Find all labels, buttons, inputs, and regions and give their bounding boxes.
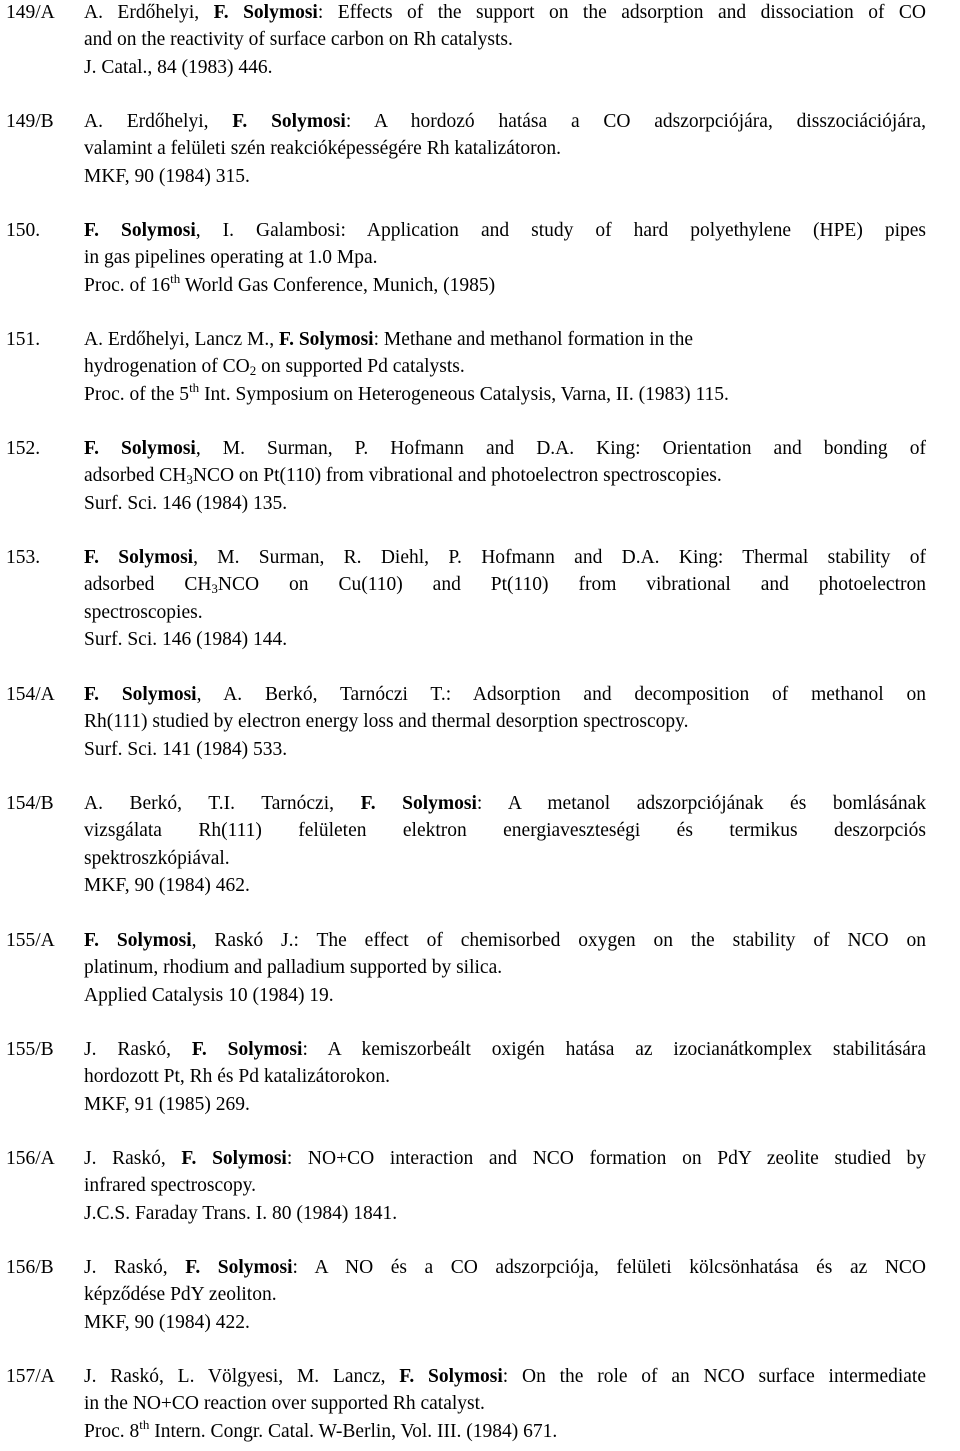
entry-text: infrared spectroscopy. xyxy=(84,1175,256,1197)
entry-text: Surf. Sci. 146 (1984) 144. xyxy=(84,628,288,650)
entry-text: , M. Surman, R. Diehl, P. Hofmann and D.A. King: Thermal stability of xyxy=(193,547,926,568)
highlighted-author: F. Solymosi xyxy=(399,1366,503,1387)
entry-text: Applied Catalysis 10 (1984) 19. xyxy=(84,984,334,1006)
entry-text: J. Raskó, L. Völgyesi, M. Lancz, xyxy=(84,1366,400,1387)
entry-line xyxy=(84,247,926,269)
entry-line xyxy=(84,1393,926,1415)
entry-text: valamint a felületi szén reakcióképességére Rh katalizátoron. xyxy=(84,138,561,160)
entry-line xyxy=(84,875,926,897)
entry-line xyxy=(84,493,926,515)
highlighted-author: F. Solymosi xyxy=(360,793,477,814)
entry-line xyxy=(84,711,926,733)
entry-number: 151. xyxy=(6,329,41,350)
entry-line xyxy=(84,629,926,651)
entry-line xyxy=(84,1094,926,1116)
entry-text: : A hordozó hatása a CO adszorpciójára, disszociációjára, xyxy=(345,111,926,132)
entry-text: vizsgálata Rh(111) felületen elektron energiaveszteségi és termikus deszorpciós xyxy=(84,820,926,842)
entry-line xyxy=(84,793,926,815)
entry-text: , I. Galambosi: Application and study of hard polyethylene (HPE) pipes xyxy=(195,220,926,241)
entry-text: : On the role of an NCO surface intermediate xyxy=(502,1366,927,1387)
entry-line xyxy=(84,1039,926,1061)
entry-number: 149/B xyxy=(6,111,54,132)
entry-text: , M. Surman, P. Hofmann and D.A. King: Orientation and bonding of xyxy=(195,438,926,459)
entry-line xyxy=(84,166,926,188)
entry-text: , A. Berkó, Tarnóczi T.: Adsorption and decomposition of methanol on xyxy=(196,684,926,705)
entry-text: adsorbed CH xyxy=(84,574,212,596)
entry-text: : Effects of the support on the adsorption and dissociation of CO xyxy=(317,2,926,23)
entry-line xyxy=(84,574,926,596)
entry-line xyxy=(84,111,926,133)
entry-text: Int. Symposium on Heterogeneous Catalysis, Varna, II. (1983) 115. xyxy=(199,383,729,405)
entry-number: 156/A xyxy=(6,1148,55,1169)
entry-line xyxy=(84,547,926,569)
ordinal-superscript: th xyxy=(170,270,181,286)
entry-line xyxy=(84,848,926,870)
entry-line xyxy=(84,1148,926,1170)
entry-line xyxy=(84,1066,926,1088)
entry-text: Proc. of 16 xyxy=(84,274,171,296)
highlighted-author: F. Solymosi xyxy=(278,329,374,350)
entry-text: NCO on Cu(110) and Pt(110) from vibrational and photoelectron xyxy=(217,574,926,596)
highlighted-author: F. Solymosi xyxy=(84,930,192,951)
entry-text: A. Erdőhelyi, xyxy=(84,111,233,132)
entry-line xyxy=(84,220,926,242)
entry-text: in gas pipelines operating at 1.0 Mpa. xyxy=(84,247,378,269)
entry-line xyxy=(84,602,926,624)
entry-text: Surf. Sci. 141 (1984) 533. xyxy=(84,738,288,760)
entry-line xyxy=(84,1366,926,1388)
chemical-subscript: 3 xyxy=(211,581,218,597)
highlighted-author: F. Solymosi xyxy=(181,1148,287,1169)
ordinal-superscript: th xyxy=(189,379,200,395)
entry-line xyxy=(84,957,926,979)
entry-number: 153. xyxy=(6,547,41,568)
entry-line xyxy=(84,270,926,297)
entry-text: NCO on Pt(110) from vibrational and photoelectron spectroscopies. xyxy=(192,465,722,487)
entry-line xyxy=(84,2,926,24)
entry-text: World Gas Conference, Munich, (1985) xyxy=(180,274,496,296)
entry-text: spektroszkópiával. xyxy=(84,847,230,869)
entry-number: 154/A xyxy=(6,684,55,705)
entry-number: 157/A xyxy=(6,1366,55,1387)
highlighted-author: F. Solymosi xyxy=(191,1039,303,1060)
highlighted-author: F. Solymosi xyxy=(84,220,196,241)
highlighted-author: F. Solymosi xyxy=(84,684,197,705)
entry-number: 152. xyxy=(6,438,41,459)
entry-text: hydrogenation of CO xyxy=(84,356,250,378)
entry-line xyxy=(84,739,926,761)
entry-number: 149/A xyxy=(6,2,55,23)
chemical-subscript: 2 xyxy=(249,363,257,379)
entry-text: Surf. Sci. 146 (1984) 135. xyxy=(84,492,288,514)
entry-text: MKF, 90 (1984) 422. xyxy=(84,1311,250,1333)
entry-text: J. Raskó, xyxy=(84,1148,182,1169)
entry-text: A. Erdőhelyi, Lancz M., xyxy=(84,329,279,350)
entry-text: J. Raskó, xyxy=(84,1257,186,1278)
entry-line xyxy=(84,930,926,952)
entry-line xyxy=(84,356,926,378)
entry-text: on supported Pd catalysts. xyxy=(256,356,465,378)
entry-line xyxy=(84,1416,926,1443)
entry-number: 150. xyxy=(6,220,41,241)
entry-number: 156/B xyxy=(6,1257,54,1278)
entry-text: J.C.S. Faraday Trans. I. 80 (1984) 1841. xyxy=(84,1202,398,1224)
entry-line xyxy=(84,1257,926,1279)
entry-line xyxy=(84,1284,926,1306)
entry-text: and on the reactivity of surface carbon on Rh catalysts. xyxy=(84,29,513,51)
entry-line xyxy=(84,1203,926,1225)
entry-text: MKF, 91 (1985) 269. xyxy=(84,1093,250,1115)
highlighted-author: F. Solymosi xyxy=(232,111,346,132)
entry-text: platinum, rhodium and palladium supported by silica. xyxy=(84,957,503,979)
entry-number: 155/B xyxy=(6,1039,54,1060)
entry-text: J. Raskó, xyxy=(84,1039,192,1060)
entry-text: MKF, 90 (1984) 462. xyxy=(84,874,250,896)
entry-line xyxy=(84,138,926,160)
entry-text: hordozott Pt, Rh és Pd katalizátorokon. xyxy=(84,1066,391,1088)
entry-line xyxy=(84,684,926,706)
entry-line xyxy=(84,29,926,51)
entry-text: : A kemiszorbeált oxigén hatása az izocianátkomplex stabilitására xyxy=(302,1039,927,1060)
entry-text: képződése PdY zeoliton. xyxy=(84,1284,277,1306)
highlighted-author: F. Solymosi xyxy=(185,1257,293,1278)
entry-line xyxy=(84,1312,926,1334)
entry-text: spectroscopies. xyxy=(84,601,203,623)
highlighted-author: F. Solymosi xyxy=(84,438,196,459)
entry-number: 154/B xyxy=(6,793,54,814)
highlighted-author: F. Solymosi xyxy=(213,2,318,23)
entry-line xyxy=(84,820,926,842)
entry-text: in the NO+CO reaction over supported Rh catalyst. xyxy=(84,1393,485,1415)
entry-line xyxy=(84,329,926,351)
entry-text: : NO+CO interaction and NCO formation on PdY zeolite studied by xyxy=(286,1148,926,1169)
entry-text: Proc. 8 xyxy=(84,1420,140,1442)
entry-text: A. Erdőhelyi, xyxy=(84,2,214,23)
entry-number: 155/A xyxy=(6,930,55,951)
entry-text: J. Catal., 84 (1983) 446. xyxy=(84,56,273,78)
entry-text: Proc. of the 5 xyxy=(84,383,190,405)
highlighted-author: F. Solymosi xyxy=(84,547,194,568)
entry-line xyxy=(84,1175,926,1197)
entry-text: Intern. Congr. Catal. W-Berlin, Vol. III. (1984) 671. xyxy=(149,1420,558,1442)
entry-text: : Methane and methanol formation in the xyxy=(373,329,694,350)
entry-text: , Raskó J.: The effect of chemisorbed oxygen on the stability of NCO on xyxy=(191,930,927,951)
entry-text: adsorbed CH xyxy=(84,465,187,487)
entry-line xyxy=(84,57,926,79)
entry-text: : A metanol adszorpciójának és bomlásának xyxy=(476,793,926,814)
entry-text: A. Berkó, T.I. Tarnóczi, xyxy=(84,793,361,814)
ordinal-superscript: th xyxy=(139,1416,150,1432)
entry-line xyxy=(84,379,926,406)
entry-text: Rh(111) studied by electron energy loss and thermal desorption spectroscopy. xyxy=(84,711,689,733)
entry-line xyxy=(84,985,926,1007)
entry-line xyxy=(84,465,926,487)
entry-line xyxy=(84,438,926,460)
entry-text: MKF, 90 (1984) 315. xyxy=(84,165,250,187)
entry-text: : A NO és a CO adszorpciója, felületi kölcsönhatása és az NCO xyxy=(292,1257,926,1278)
chemical-subscript: 3 xyxy=(186,472,193,488)
